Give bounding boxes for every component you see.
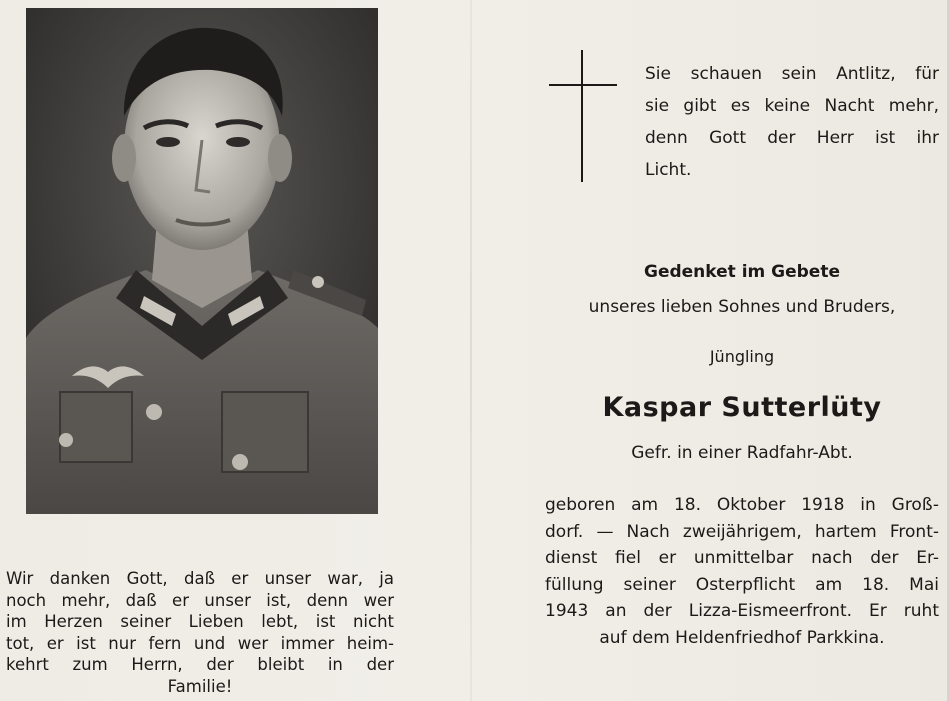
portrait-photo (26, 8, 378, 514)
left-verse-line: kehrt zum Herrn, der bleibt in der (6, 655, 394, 674)
person-name: Kaspar Sutterlüty (602, 392, 882, 423)
right-verse-line: sie gibt es keine Nacht mehr, (645, 96, 939, 116)
remember-subtitle: unseres lieben Sohnes und Bruders, (588, 297, 896, 317)
left-verse (6, 568, 394, 697)
cross-icon (549, 50, 617, 182)
bio-line: dienst fiel er unmittelbar nach der Er- (545, 548, 939, 568)
left-verse-line: noch mehr, daß er unser ist, denn wer (6, 590, 394, 610)
bio-line: 1943 an der Lizza-Eismeerfront. Er ruht (545, 601, 939, 621)
bio-line: auf dem Heldenfriedhof Parkkina. (599, 627, 885, 648)
right-verse-line: Sie schauen sein Antlitz, für (645, 64, 939, 84)
bio-line: geboren am 18. Oktober 1918 in Groß- (545, 495, 939, 515)
remember-heading: Gedenket im Gebete (643, 262, 840, 282)
left-verse-line: Familie! (167, 676, 233, 696)
left-verse-line: im Herzen seiner Lieben lebt, ist nicht (6, 612, 394, 631)
person-rank: Gefr. in einer Radfahr-Abt. (631, 443, 853, 463)
left-verse-line: Wir danken Gott, daß er unser war, ja (6, 569, 394, 588)
bio-line: füllung seiner Osterpflicht am 18. Mai (545, 574, 939, 595)
biography (545, 492, 939, 651)
right-verse-line: Licht. (645, 160, 692, 180)
card-fold (470, 0, 472, 701)
portrait-image (26, 8, 378, 514)
bio-line: dorf. — Nach zweijährigem, hartem Front- (545, 521, 939, 542)
right-verse (645, 58, 939, 186)
person-title: Jüngling (709, 347, 775, 366)
left-verse-line: tot, er ist nur fern und wer immer heim- (6, 633, 394, 653)
right-verse-line: denn Gott der Herr ist ihr (645, 128, 939, 148)
